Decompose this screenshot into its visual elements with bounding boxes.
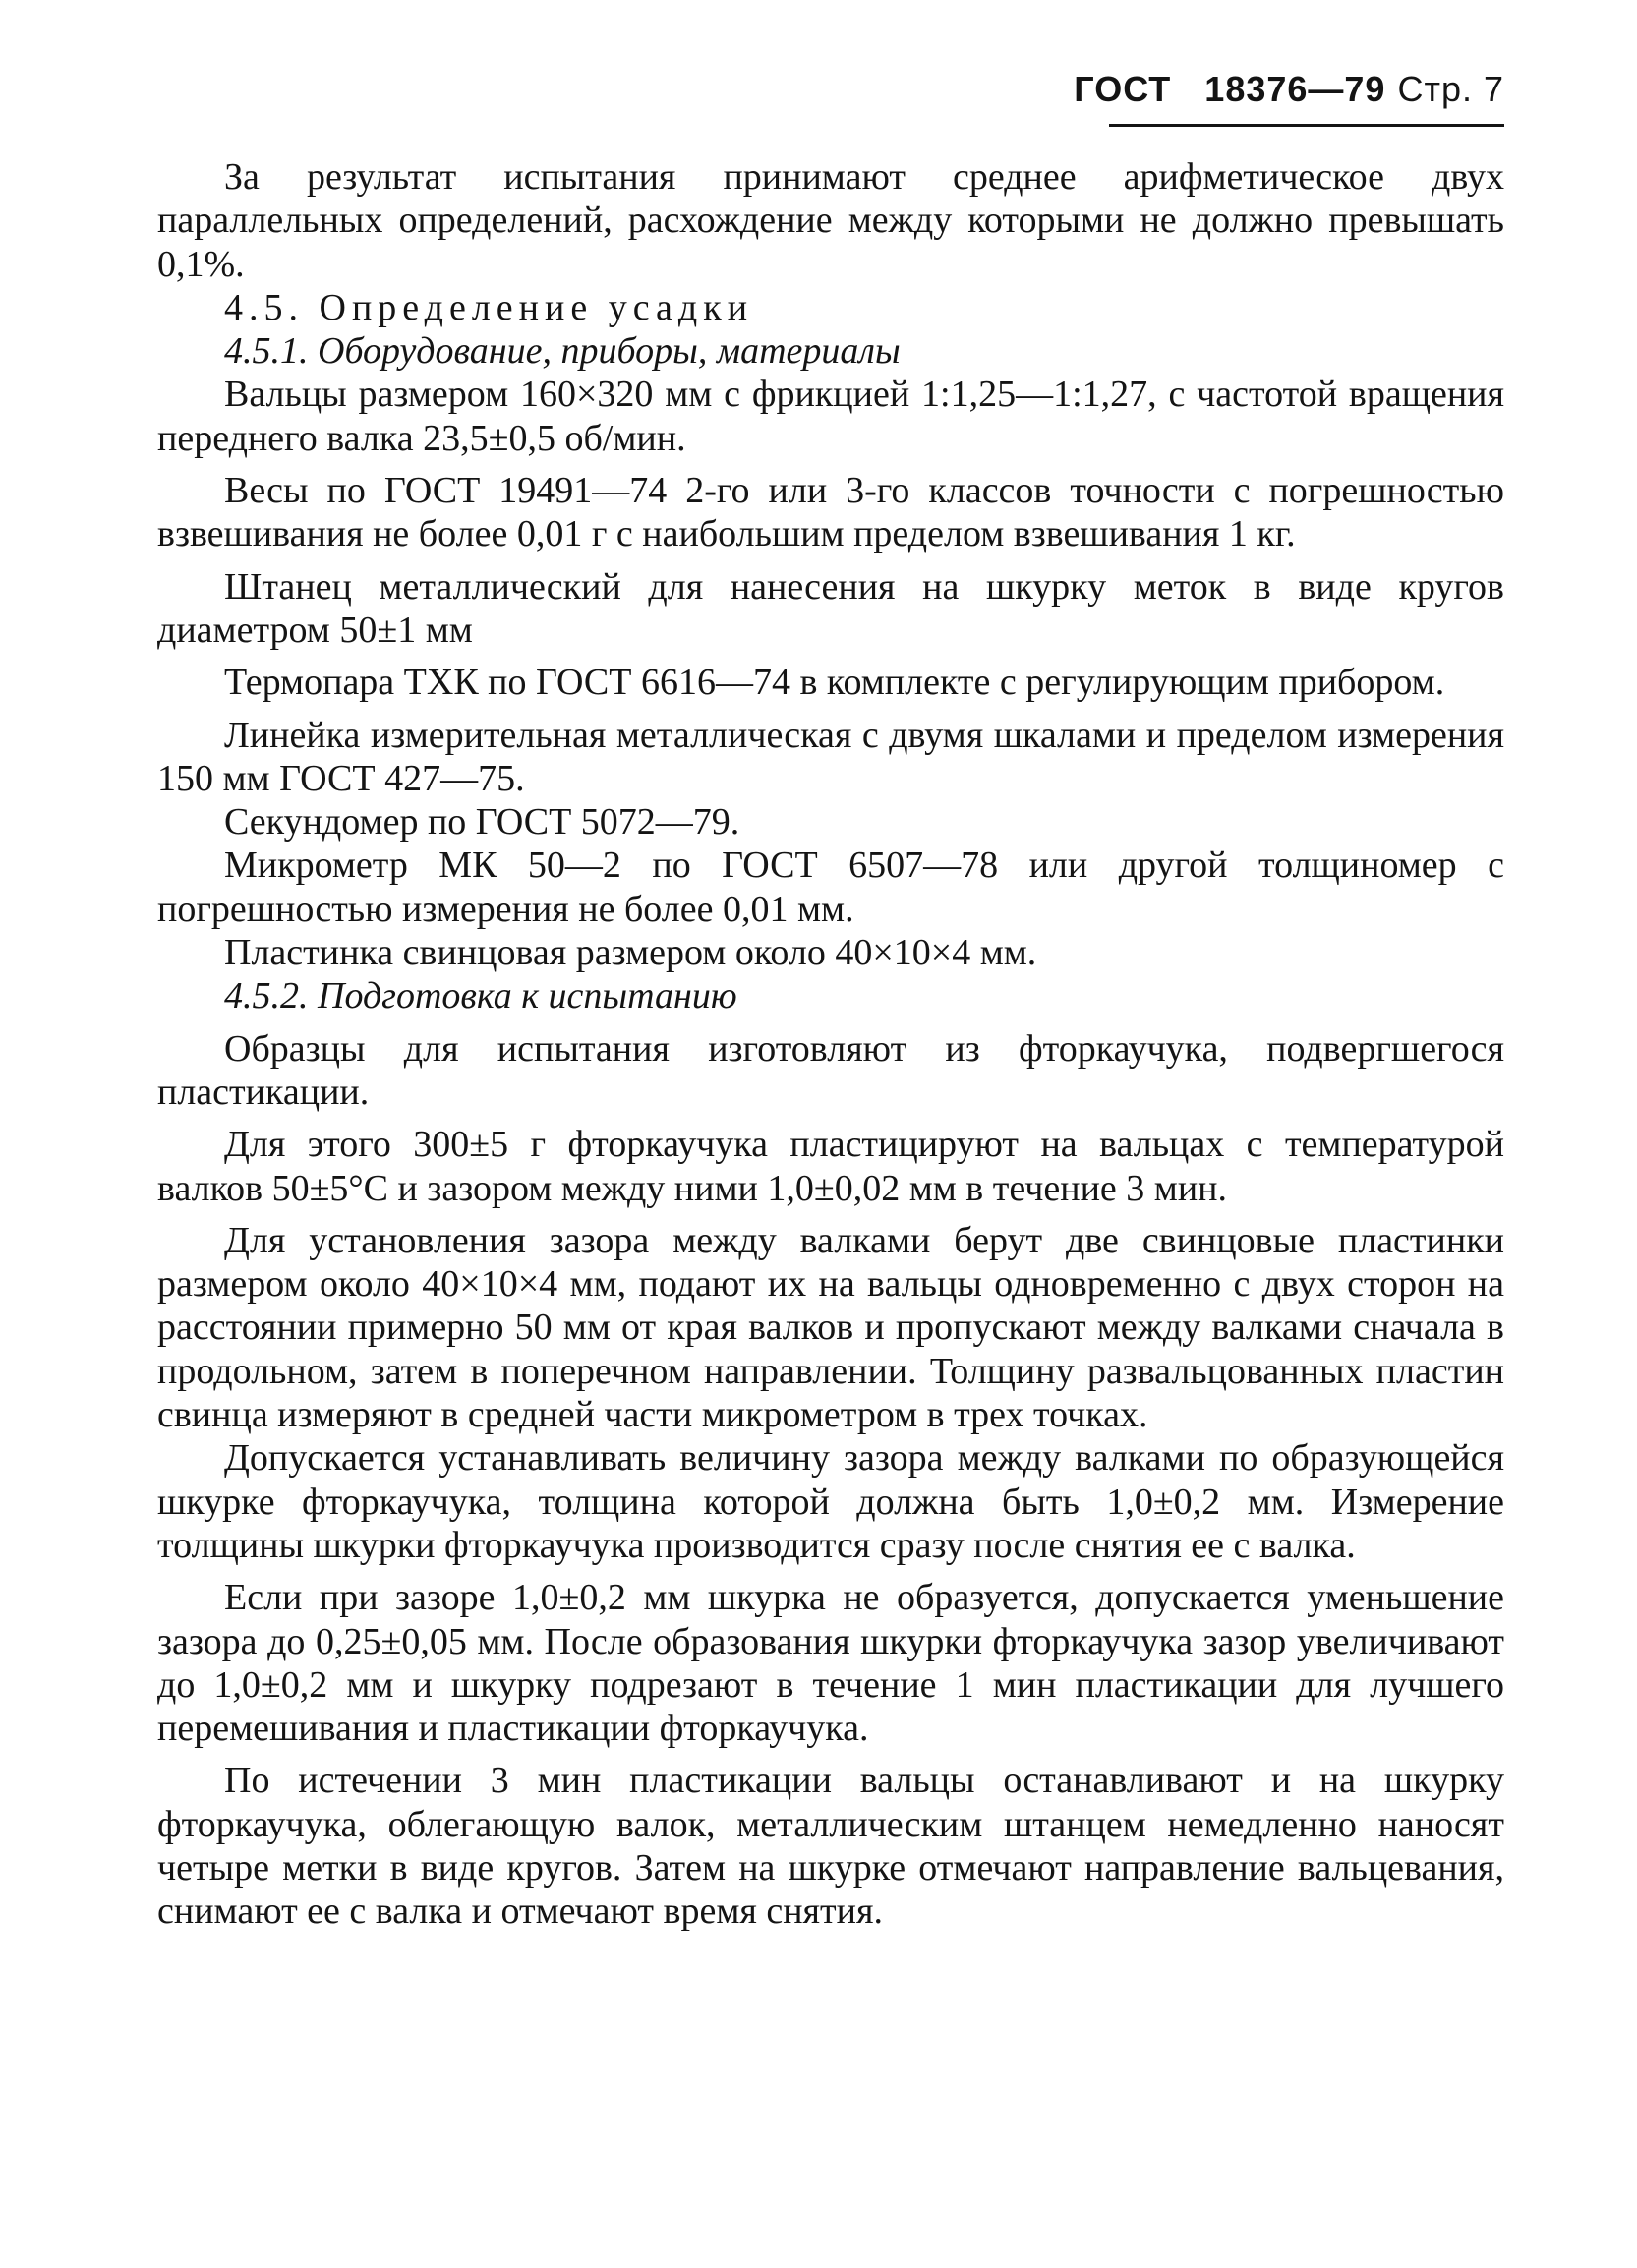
paragraph-stopwatch: Секундомер по ГОСТ 5072—79. bbox=[224, 801, 740, 843]
header-text bbox=[1074, 69, 1504, 110]
page-number: Стр. 7 bbox=[1397, 69, 1504, 109]
paragraph-micrometer: Микрометр МК 50—2 по ГОСТ 6507—78 или другой толщиномер с погрешностью измерения не более 0,01 мм. bbox=[157, 844, 1504, 930]
paragraph-result: За результат испытания принимают среднее арифметическое двух параллельных определений, расхождение между которыми не должно превышать 0,1%. bbox=[157, 156, 1504, 285]
standard-number: 18376—79 bbox=[1204, 69, 1386, 109]
page-header bbox=[1074, 65, 1504, 128]
paragraph-scales: Весы по ГОСТ 19491—74 2-го или 3-го классов точности с погрешностью взвешивания не более 0,01 г с наибольшим пределом взвешивания 1 кг. bbox=[157, 470, 1504, 555]
standard-label: ГОСТ bbox=[1074, 69, 1172, 109]
paragraph-thermocouple: Термопара ТХК по ГОСТ 6616—74 в комплекте с регулирующим прибором. bbox=[224, 662, 1445, 704]
subsection-heading-preparation: 4.5.2. Подготовка к испытанию bbox=[224, 975, 737, 1018]
document-body bbox=[157, 155, 1504, 1934]
paragraph-marks: По истечении 3 мин пластикации вальцы останавливают и на шкурку фторкаучука, облегающую валок, металлическим штанцем немедленно наносят четыре метки в виде кругов. Затем на шкурке отмечают направление вальцевания, снимают ее с валка и отмечают время снятия. bbox=[157, 1760, 1504, 1933]
paragraph-rollers: Вальцы размером 160×320 мм с фрикцией 1:1,25—1:1,27, с частотой вращения переднего валка 23,5±0,5 об/мин. bbox=[157, 374, 1504, 459]
paragraph-plasticize: Для этого 300±5 г фторкаучука пластицируют на вальцах с температурой валков 50±5°С и зазором между ними 1,0±0,02 мм в течение 3 мин. bbox=[157, 1124, 1504, 1209]
paragraph-samples: Образцы для испытания изготовляют из фторкаучука, подвергшегося пластикации. bbox=[157, 1027, 1504, 1113]
header-rule bbox=[1109, 124, 1504, 127]
paragraph-gap-setting: Для установления зазора между валками берут две свинцовые пластинки размером около 40×10×4 мм, подают их на вальцы одновременно с двух сторон на расстоянии примерно 50 мм от края валков и пропускают между валками сначала в продольном, затем в поперечном направлении. Толщину развальцованных пластин свинца измеряют в средней части микрометром в трех точках. bbox=[157, 1219, 1504, 1436]
paragraph-ruler: Линейка измерительная металлическая с двумя шкалами и пределом измерения 150 мм ГОСТ 427—75. bbox=[157, 714, 1504, 799]
paragraph-die: Штанец металлический для нанесения на шкурку меток в виде кругов диаметром 50±1 мм bbox=[157, 565, 1504, 651]
paragraph-gap-alternative: Допускается устанавливать величину зазора между валками по образующейся шкурке фторкаучука, толщина которой должна быть 1,0±0,2 мм. Измерение толщины шкурки фторкаучука производится сразу после снятия ее с валка. bbox=[157, 1437, 1504, 1566]
section-heading-shrinkage: 4.5. Определение усадки bbox=[224, 286, 754, 328]
paragraph-lead-plate: Пластинка свинцовая размером около 40×10×4 мм. bbox=[224, 932, 1037, 974]
subsection-heading-equipment: 4.5.1. Оборудование, приборы, материалы bbox=[224, 330, 901, 373]
paragraph-gap-reduction: Если при зазоре 1,0±0,2 мм шкурка не образуется, допускается уменьшение зазора до 0,25±0,05 мм. После образования шкурки фторкаучука зазор увеличивают до 1,0±0,2 мм и шкурку подрезают в течение 1 мин пластикации для лучшего перемешивания и пластикации фторкаучука. bbox=[157, 1577, 1504, 1750]
